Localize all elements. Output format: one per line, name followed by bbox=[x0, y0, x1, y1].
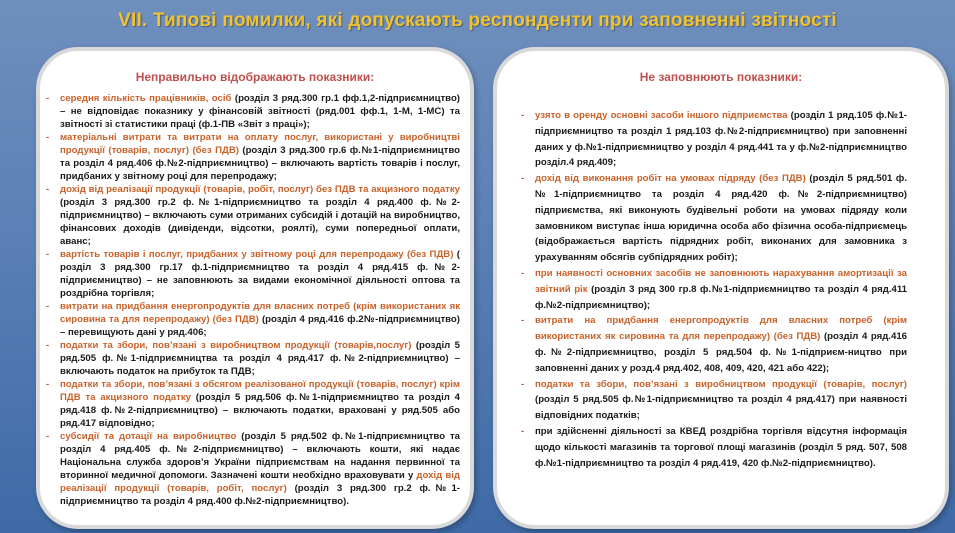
item-text: (розділ 3 ряд 300 гр.8 ф.№1-підприємництво та розділ 4 ряд.411 ф.№2-підприємництво); bbox=[535, 283, 907, 311]
item-text: (розділ 4 ряд.416 ф.№2-підприємництво, розділ 5 ряд.504 ф.№1-підприєм-ництво при заповненні даних у розд.4 ряд.402, 408, 409, 420, 421 або 422); bbox=[535, 331, 907, 374]
item-text: (розділ 5 ряд.505 ф.№1-підприємництва та розділ 4 ряд.417 ф.№2-підприємництво) – включають податок на прибуток та ПДВ; bbox=[60, 340, 460, 377]
list-item bbox=[46, 248, 460, 300]
right-panel-heading: Не заповнюють показники: bbox=[639, 70, 803, 84]
highlight-text: дохід від виконання робіт на умовах підряду (без ПДВ) bbox=[535, 173, 806, 185]
list-item bbox=[46, 92, 460, 131]
list-item bbox=[521, 377, 907, 424]
list-item bbox=[521, 424, 907, 471]
highlight-text: вартість товарів і послуг, придбаних у звітному році для перепродажу (без ПДВ) bbox=[60, 249, 454, 260]
highlight-text: витрати на придбання енергопродуктів для власних потреб (крім використаних як сировина та для перепродажу) (без ПДВ) bbox=[535, 315, 907, 343]
item-text: (розділ 4 ряд.416 ф.2№-підприємництво) – перевищують дані у ряд.406; bbox=[60, 314, 460, 338]
item-text: (розділ 3 ряд.300 гр.2 ф.№1-підприємництво та розділ 4 ряд.400 ф.№2-підприємництво). bbox=[60, 483, 460, 507]
highlight-text: при наявності основних засобів не заповнюють нарахування амортизації за звітний рік bbox=[535, 267, 907, 295]
left-panel bbox=[36, 47, 474, 529]
list-item bbox=[46, 378, 460, 430]
list-item bbox=[46, 183, 460, 248]
highlight-text: дохід від реалізації продукції (товарів, робіт, послуг) bbox=[60, 470, 460, 494]
item-text: (розділ 5 ряд.502 ф.№1-підприємництво та розділ 4 ряд.405 ф.№2-підприємництво) – включають кошти, які надає Національна служба здоров’я України підприємствам на надання первинної та вторинної медичної допомоги. Зазначені кошти необхідно враховувати у bbox=[60, 431, 460, 481]
highlight-text: узято в оренду основні засоби іншого підприємства bbox=[535, 110, 788, 121]
right-missing-list bbox=[521, 108, 907, 471]
list-item bbox=[521, 171, 907, 266]
item-text: (розділ 3 ряд.300 гр.6 ф.№1-підприємництво та розділ 4 ряд.406 ф.№2-підприємництво) – включають вартість товарів і послуг, придбаних у звітному році для перепродажу; bbox=[60, 145, 460, 182]
item-text: (розділ 3 ряд.300 гр.1 фф.1,2-підприємництво) – не відповідає показнику у фінансовій звітності (ряд.001 фф.1, 1-М, 1-МС) та звітності зі статистики праці (ф.1-ПВ «Звіт з праці»); bbox=[60, 93, 460, 130]
list-item bbox=[521, 313, 907, 376]
highlight-text: податки та збори, пов’язані з виробництвом продукції (товарів,послуг) bbox=[60, 340, 412, 351]
list-item bbox=[46, 339, 460, 378]
highlight-text: дохід від реалізації продукції (товарів, робіт, послуг) без ПДВ та акцизного податку bbox=[60, 184, 460, 195]
slide-title: VII. Типові помилки, які допускають респонденти при заповненні звітності bbox=[118, 10, 837, 31]
highlight-text: податки та збори, пов’язані з виробництвом продукції (товарів, послуг) bbox=[535, 378, 907, 390]
list-item bbox=[46, 430, 460, 508]
highlight-text: середня кількість працівників, осіб bbox=[60, 93, 232, 104]
item-text: ( розділ 3 ряд.300 гр.17 ф.1-підприємництво та розділ 4 ряд.415 ф.№2-підприємництво) – не заповнюють за видами економічної діяльності оптова та роздрібна торгівля; bbox=[60, 249, 460, 299]
highlight-text: податки та збори, пов’язані з обсягом реалізованої продукції (товарів, послуг) крім ПДВ та акцизного податку bbox=[60, 379, 460, 403]
item-text: (розділ 5 ряд.501 ф.№1-підприємництво та розділ 4 ряд.420 ф.№2-підприємництво) підприємства, які виконують будівельні роботи на умовах підряду коли замовником виступає інша юридична особа або фізична особа-підприємець (відображається вартість підрядних робіт, виконаних для замовника з урахуванням обсягів субпідрядних робіт); bbox=[535, 173, 907, 264]
item-text: (розділ 5 ряд.506 ф.№1-підприємництво та розділ 4 ряд.418 ф.№2-підприємництво) – включають податки, враховані у ряд.505 або ряд.417 відповідно; bbox=[60, 392, 460, 429]
left-panel-heading: Неправильно відображають показники: bbox=[135, 70, 375, 84]
list-item bbox=[521, 266, 907, 313]
item-text: (розділ 1 ряд.105 ф.№1-підприємництво та розділ 1 ряд.103 ф.№2-підприємництво) при заповненні даних у ф.№1-підприємництво у розділ 4 ряд.441 та у ф.№2-підприємництво розділ.4 ряд.409; bbox=[535, 110, 907, 169]
list-item bbox=[521, 108, 907, 171]
left-error-list bbox=[46, 92, 460, 508]
right-panel bbox=[493, 47, 949, 529]
item-text: при здійсненні діяльності за КВЕД роздрібна торгівля відсутня інформація щодо кількості магазинів та торгової площі магазинів (розділ 5 ряд. 507, 508 ф.№1-підприємництво та розділ 4 ряд.419, 420 ф.№2-підприємництво). bbox=[535, 425, 907, 469]
highlight-text: матеріальні витрати та витрати на оплату послуг, використані у виробництві продукції (товарів, послуг) (без ПДВ) bbox=[60, 132, 460, 156]
list-item bbox=[46, 131, 460, 183]
list-item bbox=[46, 300, 460, 339]
item-text: (розділ 3 ряд.300 гр.2 ф.№1-підприємництво та розділ 4 ряд.400 ф.№2-підприємництво) – включають суми отриманих субсидій і дотацій на виробництво, фінансових доходів (дивіденди, відсотки, роялті), суми попередньої оплати, аванс; bbox=[60, 197, 460, 247]
item-text: (розділ 5 ряд.505 ф.№1-підприємництво та розділ 4 ряд.417) при наявності відповідних податків; bbox=[535, 394, 907, 422]
highlight-text: субсидії та дотації на виробництво bbox=[60, 431, 237, 442]
highlight-text: витрати на придбання енергопродуктів для власних потреб (крім використаних як сировина та для перепродажу) (без ПДВ) bbox=[60, 301, 460, 325]
